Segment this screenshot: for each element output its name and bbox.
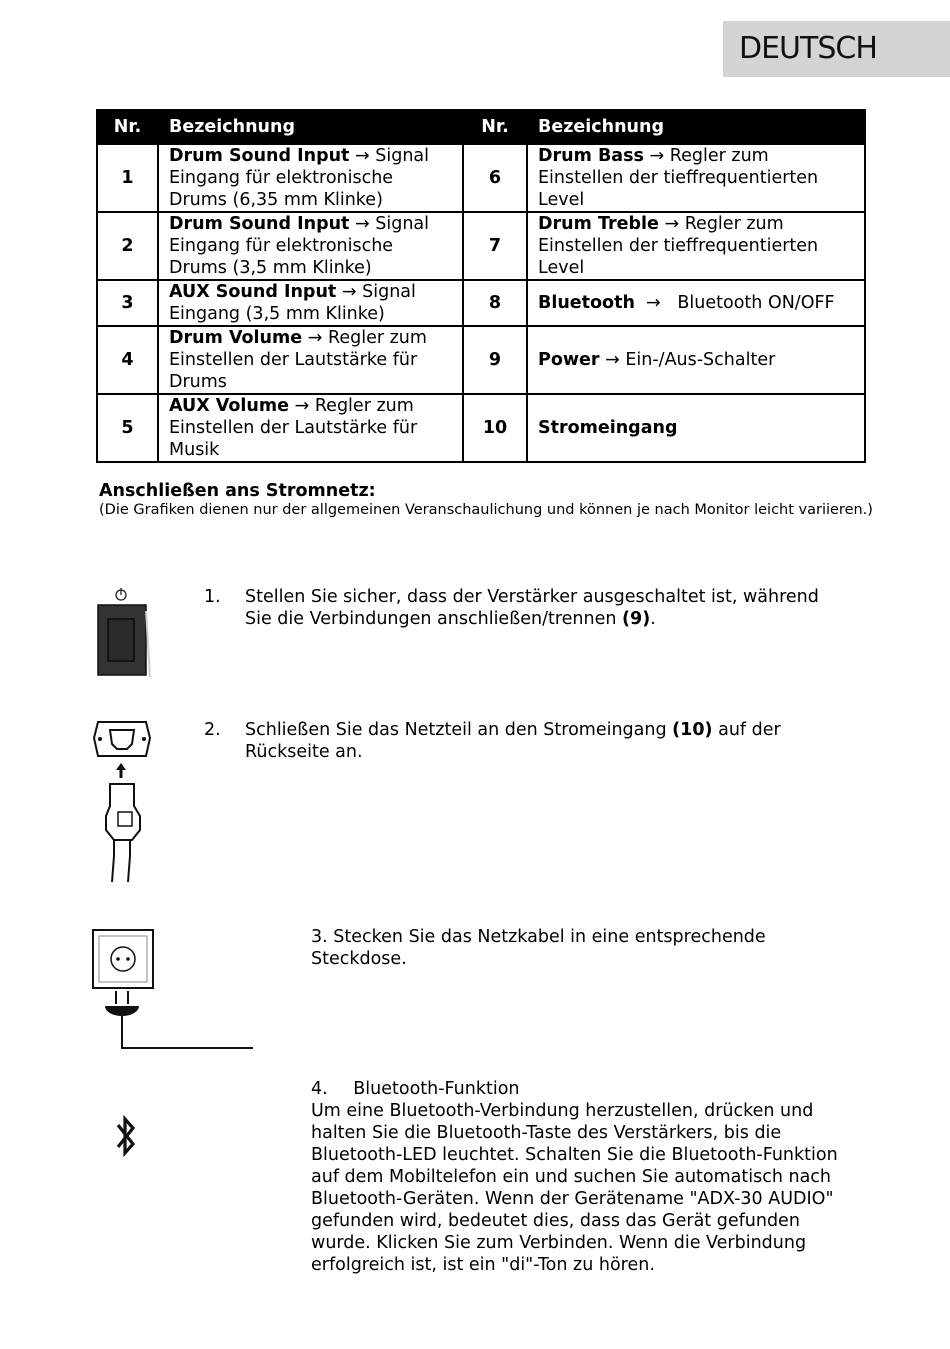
table-row <box>97 394 865 462</box>
step-text: Stellen Sie sicher, dass der Verstärker ausgeschaltet ist, während Sie die Verbindungen anschließen/trennen <box>245 587 819 629</box>
step-number: 4. <box>311 1079 328 1099</box>
step-heading: Bluetooth-Funktion <box>353 1079 520 1099</box>
arrow-icon: → <box>605 350 620 370</box>
part-title: Drum Sound Input <box>169 214 350 234</box>
bluetooth-icon <box>113 1113 139 1163</box>
part-number: 5 <box>97 394 158 462</box>
arrow-icon: → <box>294 396 310 416</box>
header-name: Bezeichnung <box>527 110 865 144</box>
part-title: AUX Volume <box>169 396 289 416</box>
step-2 <box>204 719 864 763</box>
language-tab: DEUTSCH <box>723 21 950 77</box>
step-number: 2. <box>204 720 221 740</box>
part-description <box>158 394 463 462</box>
part-description <box>158 212 463 280</box>
arrow-icon: → <box>341 282 357 302</box>
part-title: Power <box>538 350 600 370</box>
part-desc: Regler zum Einstellen der Lautstärke für Musik <box>169 396 418 460</box>
step-3 <box>311 926 851 970</box>
step-number: 3. <box>311 927 328 947</box>
part-description <box>527 280 865 326</box>
step-tail: . <box>650 609 656 629</box>
arrow-icon: → <box>355 146 370 166</box>
part-title: Drum Treble <box>538 214 659 234</box>
part-description <box>527 394 865 462</box>
part-description <box>527 212 865 280</box>
step-text: Um eine Bluetooth-Verbindung herzustellen, drücken und halten Sie die Bluetooth-Taste des Verstärkers, bis die Bluetooth-LED leuchtet. Schalten Sie die Bluetooth-Funktion auf dem Mobiltelefon ein und suchen Sie automatisch nach Bluetooth-Geräten. Wenn der Gerätename "ADX-30 AUDIO" gefunden wird, bedeutet dies, dass das Gerät gefunden wurde. Klicken Sie zum Verbinden. Wenn die Verbindung erfolgreich ist, ist ein "di"-Ton zu hören. <box>311 1101 838 1275</box>
part-desc: Bluetooth ON/OFF <box>677 293 835 313</box>
part-desc: Ein-/Aus-Schalter <box>625 350 776 370</box>
part-number: 6 <box>463 144 527 212</box>
table-row <box>97 280 865 326</box>
step-text: Stecken Sie das Netzkabel in eine entsprechende Steckdose. <box>311 927 766 969</box>
part-title: AUX Sound Input <box>169 282 337 302</box>
section-note: (Die Grafiken dienen nur der allgemeinen Veranschaulichung und können je nach Monitor leicht variieren.) <box>99 502 873 518</box>
header-nr: Nr. <box>463 110 527 144</box>
part-number: 8 <box>463 280 527 326</box>
step-tail: auf der Rückseite an. <box>245 720 781 762</box>
step-ref: (9) <box>622 609 651 629</box>
part-number: 2 <box>97 212 158 280</box>
part-number: 9 <box>463 326 527 394</box>
part-title: Drum Bass <box>538 146 644 166</box>
arrow-icon: → <box>649 146 665 166</box>
wall-socket-icon <box>91 928 257 1058</box>
part-description <box>158 280 463 326</box>
section-title: Anschließen ans Stromnetz: <box>99 481 376 501</box>
part-title: Stromeingang <box>538 418 678 438</box>
step-number: 1. <box>204 587 221 607</box>
part-desc: Regler zum Einstellen der tieffrequentierten Level <box>538 214 819 278</box>
part-number: 1 <box>97 144 158 212</box>
step-ref: (10) <box>672 720 713 740</box>
step-1 <box>204 586 844 630</box>
arrow-icon: → <box>307 328 323 348</box>
arrow-icon: → <box>646 293 661 313</box>
table-row <box>97 326 865 394</box>
part-desc: Regler zum Einstellen der tieffrequentierten Level <box>538 146 819 210</box>
parts-table <box>96 109 866 463</box>
header-name: Bezeichnung <box>158 110 463 144</box>
part-number: 7 <box>463 212 527 280</box>
table-header-row <box>97 110 865 144</box>
part-desc: Signal Eingang (3,5 mm Klinke) <box>169 282 416 324</box>
table-row <box>97 212 865 280</box>
part-description <box>158 326 463 394</box>
part-desc: Signal Eingang für elektronische Drums (6,35 mm Klinke) <box>169 146 430 210</box>
part-number: 10 <box>463 394 527 462</box>
part-desc: Regler zum Einstellen der Lautstärke für Drums <box>169 328 427 392</box>
part-description <box>527 144 865 212</box>
arrow-icon: → <box>664 214 680 234</box>
part-number: 4 <box>97 326 158 394</box>
arrow-icon: → <box>355 214 370 234</box>
part-description <box>158 144 463 212</box>
step-text: Schließen Sie das Netzteil an den Stromeingang <box>245 720 667 740</box>
part-title: Drum Sound Input <box>169 146 350 166</box>
header-nr: Nr. <box>97 110 158 144</box>
part-number: 3 <box>97 280 158 326</box>
part-description <box>527 326 865 394</box>
part-title: Bluetooth <box>538 293 635 313</box>
part-desc: Signal Eingang für elektronische Drums (3,5 mm Klinke) <box>169 214 430 278</box>
table-row <box>97 144 865 212</box>
power-connector-icon <box>92 718 154 892</box>
part-title: Drum Volume <box>169 328 303 348</box>
power-switch-icon <box>94 587 154 683</box>
step-4 <box>311 1078 841 1276</box>
